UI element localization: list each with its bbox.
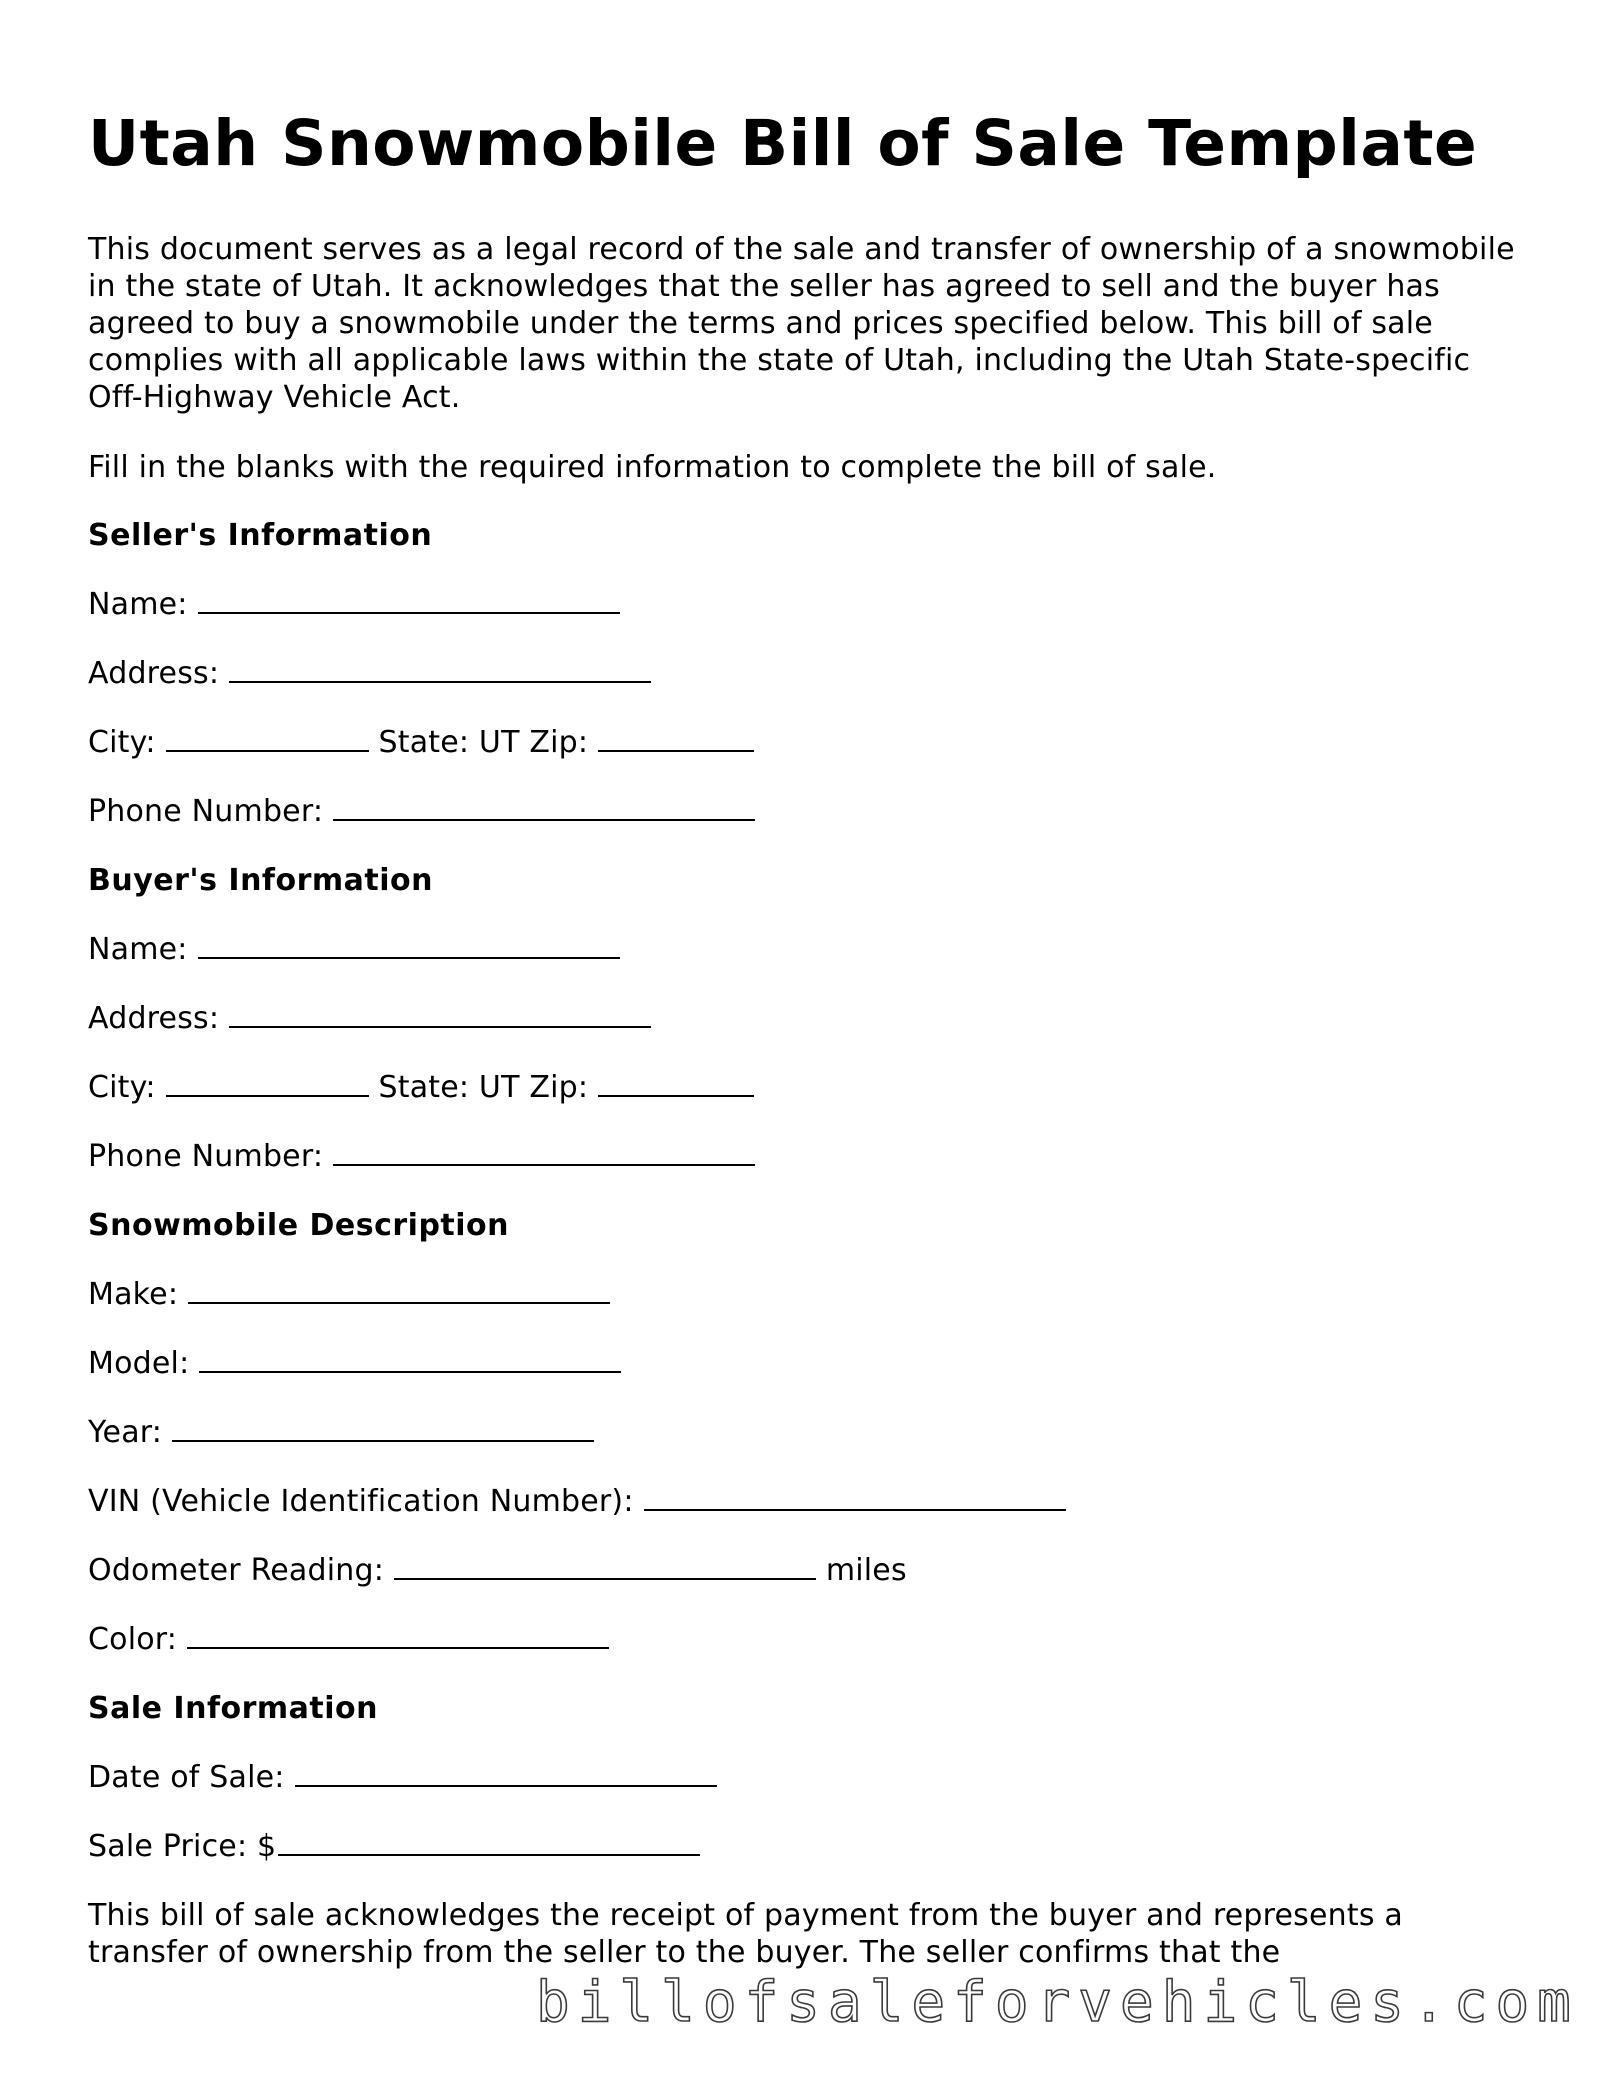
- seller-address-blank[interactable]: [229, 657, 651, 683]
- sale-heading: Sale Information: [88, 1691, 378, 1726]
- seller-phone-label: Phone Number:: [88, 794, 324, 829]
- year-label: Year:: [88, 1415, 163, 1450]
- seller-city-row: [88, 724, 754, 761]
- sale-price-blank[interactable]: [278, 1830, 700, 1856]
- seller-city-label: City:: [88, 725, 156, 760]
- odometer-label: Odometer Reading:: [88, 1553, 385, 1588]
- buyer-phone-blank[interactable]: [333, 1140, 755, 1166]
- vin-blank[interactable]: [644, 1485, 1066, 1511]
- buyer-name-blank[interactable]: [198, 933, 620, 959]
- buyer-phone-label: Phone Number:: [88, 1139, 324, 1174]
- closing-paragraph: This bill of sale acknowledges the receipt of payment from the buyer and represents a transfer of ownership from the seller to the buyer. The seller confirms that the: [88, 1898, 1403, 1970]
- color-row: [88, 1621, 609, 1658]
- seller-zip-blank[interactable]: [598, 726, 754, 752]
- seller-name-row: [88, 586, 620, 623]
- intro-paragraph: This document serves as a legal record of the sale and transfer of ownership of a snowmobile in the state of Utah. It acknowledges that the seller has agreed to sell and the buyer has agreed to buy a snowmobile under the terms and prices specified below. This bill of sale complies with all applicable laws within the state of Utah, including the Utah State-specific Off-Highway Vehicle Act.: [88, 232, 1515, 415]
- seller-heading: Seller's Information: [88, 518, 433, 553]
- odometer-blank[interactable]: [394, 1554, 816, 1580]
- sale-date-blank[interactable]: [295, 1761, 717, 1787]
- model-row: [88, 1345, 621, 1382]
- snowmobile-heading: Snowmobile Description: [88, 1208, 510, 1243]
- buyer-address-label: Address:: [88, 1001, 220, 1036]
- buyer-address-blank[interactable]: [229, 1002, 651, 1028]
- buyer-heading: Buyer's Information: [88, 863, 433, 898]
- seller-phone-row: [88, 793, 755, 830]
- year-blank[interactable]: [172, 1416, 594, 1442]
- buyer-name-label: Name:: [88, 932, 188, 967]
- seller-phone-blank[interactable]: [333, 795, 755, 821]
- make-blank[interactable]: [188, 1278, 610, 1304]
- year-row: [88, 1414, 594, 1451]
- sale-price-row: [88, 1828, 700, 1865]
- buyer-address-row: [88, 1000, 651, 1037]
- vin-label: VIN (Vehicle Identification Number):: [88, 1484, 634, 1519]
- seller-address-label: Address:: [88, 656, 220, 691]
- sale-date-row: [88, 1759, 717, 1796]
- buyer-city-label: City:: [88, 1070, 156, 1105]
- sale-date-label: Date of Sale:: [88, 1760, 285, 1795]
- seller-name-label: Name:: [88, 587, 188, 622]
- odometer-row: [88, 1552, 907, 1589]
- make-label: Make:: [88, 1277, 179, 1312]
- seller-state-zip-label: State: UT Zip:: [378, 725, 589, 760]
- seller-city-blank[interactable]: [166, 726, 369, 752]
- seller-address-row: [88, 655, 651, 692]
- sale-price-label: Sale Price: $: [88, 1829, 277, 1864]
- color-blank[interactable]: [187, 1623, 609, 1649]
- watermark-text: billofsaleforvehicles.com: [536, 1970, 1579, 2035]
- color-label: Color:: [88, 1622, 178, 1657]
- make-row: [88, 1276, 610, 1313]
- buyer-phone-row: [88, 1138, 755, 1175]
- buyer-city-blank[interactable]: [166, 1071, 369, 1097]
- odometer-unit: miles: [825, 1553, 907, 1588]
- buyer-zip-blank[interactable]: [598, 1071, 754, 1097]
- model-blank[interactable]: [199, 1347, 621, 1373]
- document-title: Utah Snowmobile Bill of Sale Template: [88, 107, 1478, 180]
- model-label: Model:: [88, 1346, 190, 1381]
- buyer-name-row: [88, 931, 620, 968]
- vin-row: [88, 1483, 1066, 1520]
- seller-name-blank[interactable]: [198, 588, 620, 614]
- buyer-city-row: [88, 1069, 754, 1106]
- instruction-text: Fill in the blanks with the required information to complete the bill of sale.: [88, 450, 1217, 485]
- buyer-state-zip-label: State: UT Zip:: [378, 1070, 589, 1105]
